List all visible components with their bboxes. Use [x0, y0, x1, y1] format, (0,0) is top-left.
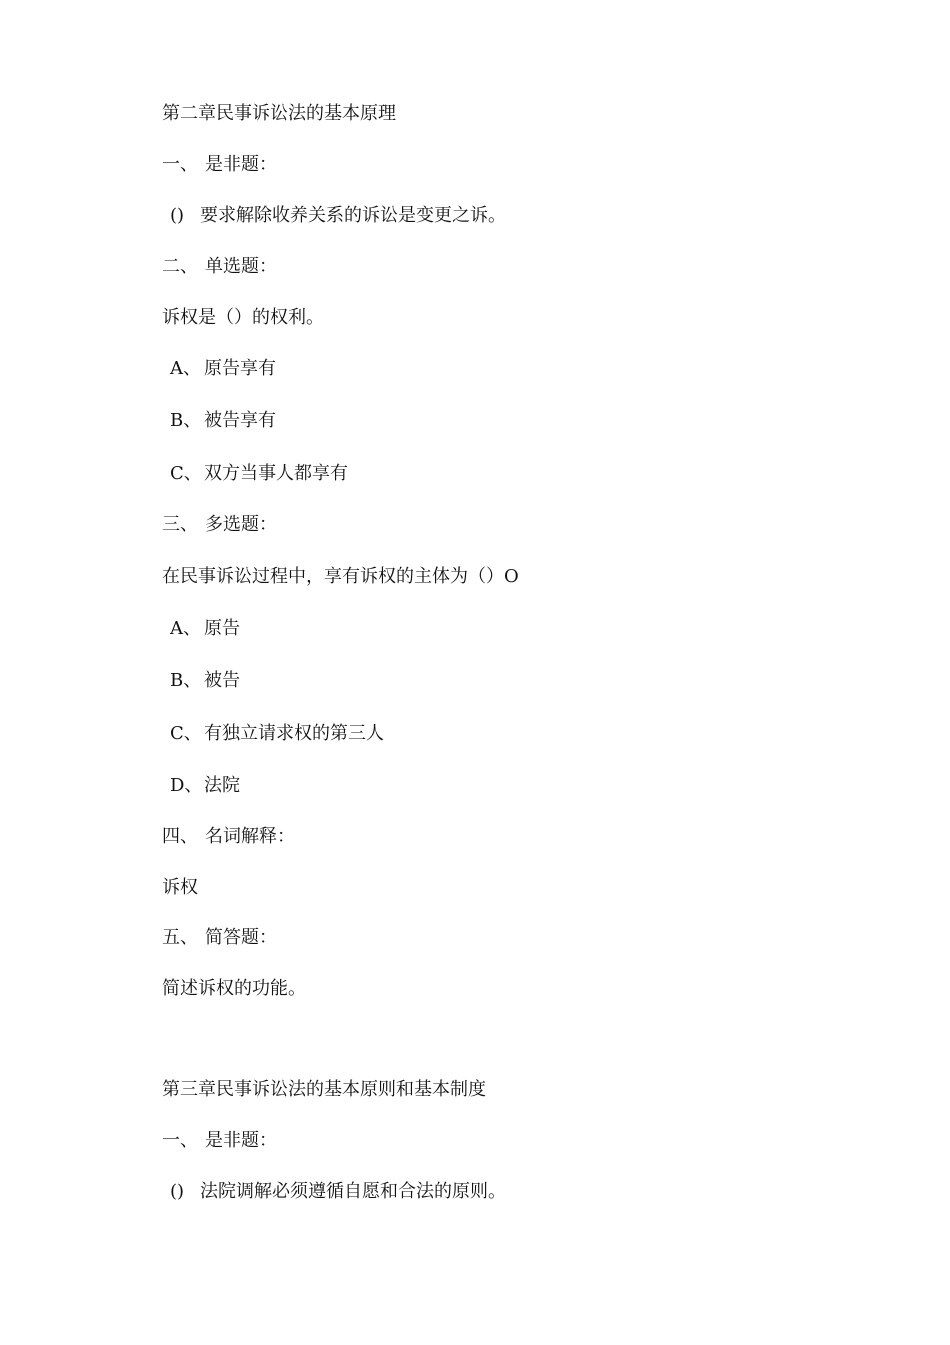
option-letter: B、 — [170, 410, 202, 431]
section-label: 是非题： — [205, 154, 277, 175]
section-term-heading — [162, 825, 295, 849]
section-number: 二、 — [162, 256, 198, 277]
option-letter: C、 — [170, 723, 202, 744]
question-text: 要求解除收养关系的诉讼是变更之诉。 — [200, 205, 506, 226]
option-text: 有独立请求权的第三人 — [204, 723, 384, 744]
option-text: 法院 — [204, 775, 240, 796]
question-text: 法院调解必须遵循自愿和合法的原则。 — [200, 1181, 506, 1202]
section-short-answer-heading — [162, 926, 277, 950]
option-text: 被告享有 — [204, 410, 276, 431]
option-text: 原告享有 — [204, 358, 276, 379]
option-text: 被告 — [204, 670, 240, 691]
section-number: 五、 — [162, 927, 198, 948]
option-letter: B、 — [170, 670, 202, 691]
single-option-b — [170, 409, 276, 433]
chapter-3-true-false-question — [170, 1180, 506, 1204]
option-letter: A、 — [170, 618, 201, 639]
section-label: 名词解释： — [205, 826, 295, 847]
multi-option-a — [170, 617, 240, 641]
option-text: 原告 — [204, 618, 240, 639]
section-number: 一、 — [162, 1130, 198, 1151]
single-option-a — [170, 357, 276, 381]
term-text: 诉权 — [162, 877, 198, 898]
section-number: 一、 — [162, 154, 198, 175]
section-label: 是非题： — [205, 1130, 277, 1151]
option-letter: D、 — [170, 775, 203, 796]
section-label: 多选题： — [205, 514, 277, 535]
section-label: 简答题： — [205, 927, 277, 948]
option-letter: C、 — [170, 463, 202, 484]
option-letter: A、 — [170, 358, 201, 379]
answer-blank: () — [170, 205, 185, 226]
single-option-c — [170, 462, 348, 486]
single-choice-question: 诉权是（）的权利。 — [162, 307, 324, 328]
multi-option-d — [170, 774, 240, 798]
short-answer-question: 简述诉权的功能。 — [162, 978, 306, 999]
multi-option-b — [170, 669, 240, 693]
chapter-3-true-false-heading — [162, 1129, 277, 1153]
true-false-question — [170, 204, 506, 228]
section-multi-choice-heading — [162, 513, 277, 537]
section-true-false-heading — [162, 153, 277, 177]
section-number: 三、 — [162, 514, 198, 535]
section-number: 四、 — [162, 826, 198, 847]
option-text: 双方当事人都享有 — [204, 463, 348, 484]
section-label: 单选题： — [205, 256, 277, 277]
chapter-2-title: 第二章民事诉讼法的基本原理 — [162, 103, 396, 124]
chapter-3-title: 第三章民事诉讼法的基本原则和基本制度 — [162, 1079, 486, 1100]
section-single-choice-heading — [162, 255, 277, 279]
multi-choice-question: 在民事诉讼过程中，享有诉权的主体为（）O — [162, 566, 519, 587]
answer-blank: () — [170, 1181, 185, 1202]
multi-option-c — [170, 722, 384, 746]
